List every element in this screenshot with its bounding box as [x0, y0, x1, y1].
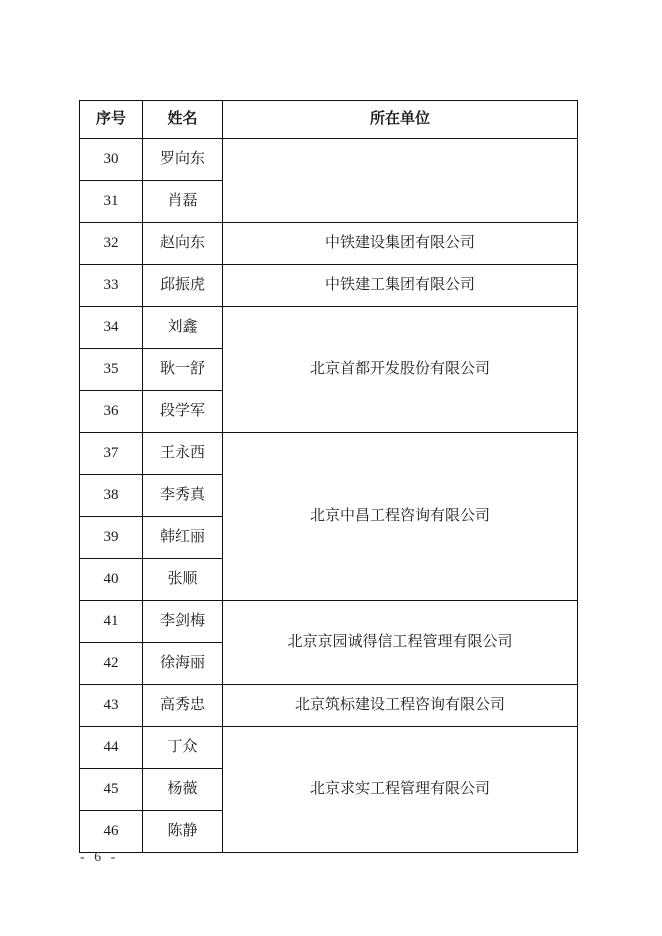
cell-name: 丁众 — [143, 727, 223, 769]
cell-name: 李秀真 — [143, 475, 223, 517]
cell-serial-number: 36 — [80, 391, 143, 433]
cell-unit: 北京筑标建设工程咨询有限公司 — [223, 685, 578, 727]
cell-name: 耿一舒 — [143, 349, 223, 391]
cell-name: 陈静 — [143, 811, 223, 853]
cell-serial-number: 41 — [80, 601, 143, 643]
cell-serial-number: 35 — [80, 349, 143, 391]
cell-name: 杨薇 — [143, 769, 223, 811]
cell-serial-number: 42 — [80, 643, 143, 685]
header-serial-number: 序号 — [80, 101, 143, 139]
table-row — [80, 307, 578, 349]
cell-name: 李剑梅 — [143, 601, 223, 643]
cell-unit: 中铁建工集团有限公司 — [223, 265, 578, 307]
table-row — [80, 433, 578, 475]
table-row — [80, 601, 578, 643]
cell-serial-number: 39 — [80, 517, 143, 559]
cell-serial-number: 37 — [80, 433, 143, 475]
cell-unit: 中铁建设集团有限公司 — [223, 223, 578, 265]
cell-serial-number: 32 — [80, 223, 143, 265]
table-header-row — [80, 101, 578, 139]
cell-name: 段学军 — [143, 391, 223, 433]
cell-name: 罗向东 — [143, 139, 223, 181]
table-row — [80, 727, 578, 769]
cell-name: 张顺 — [143, 559, 223, 601]
cell-name: 肖磊 — [143, 181, 223, 223]
table-row — [80, 223, 578, 265]
cell-name: 赵向东 — [143, 223, 223, 265]
cell-name: 高秀忠 — [143, 685, 223, 727]
header-unit: 所在单位 — [223, 101, 578, 139]
header-name: 姓名 — [143, 101, 223, 139]
page-number: - 6 - — [80, 850, 119, 865]
cell-serial-number: 30 — [80, 139, 143, 181]
cell-serial-number: 31 — [80, 181, 143, 223]
cell-serial-number: 33 — [80, 265, 143, 307]
cell-name: 邱振虎 — [143, 265, 223, 307]
table-row — [80, 685, 578, 727]
table-row — [80, 139, 578, 181]
cell-unit: 北京京园诚得信工程管理有限公司 — [223, 601, 578, 685]
cell-serial-number: 43 — [80, 685, 143, 727]
cell-serial-number: 38 — [80, 475, 143, 517]
cell-name: 徐海丽 — [143, 643, 223, 685]
roster-table — [79, 100, 578, 853]
cell-serial-number: 45 — [80, 769, 143, 811]
cell-unit: 北京中昌工程咨询有限公司 — [223, 433, 578, 601]
table-row — [80, 265, 578, 307]
cell-serial-number: 44 — [80, 727, 143, 769]
cell-unit: 北京首都开发股份有限公司 — [223, 307, 578, 433]
cell-serial-number: 46 — [80, 811, 143, 853]
cell-unit — [223, 139, 578, 223]
cell-unit: 北京求实工程管理有限公司 — [223, 727, 578, 853]
cell-name: 刘鑫 — [143, 307, 223, 349]
cell-name: 韩红丽 — [143, 517, 223, 559]
cell-serial-number: 40 — [80, 559, 143, 601]
cell-name: 王永西 — [143, 433, 223, 475]
cell-serial-number: 34 — [80, 307, 143, 349]
